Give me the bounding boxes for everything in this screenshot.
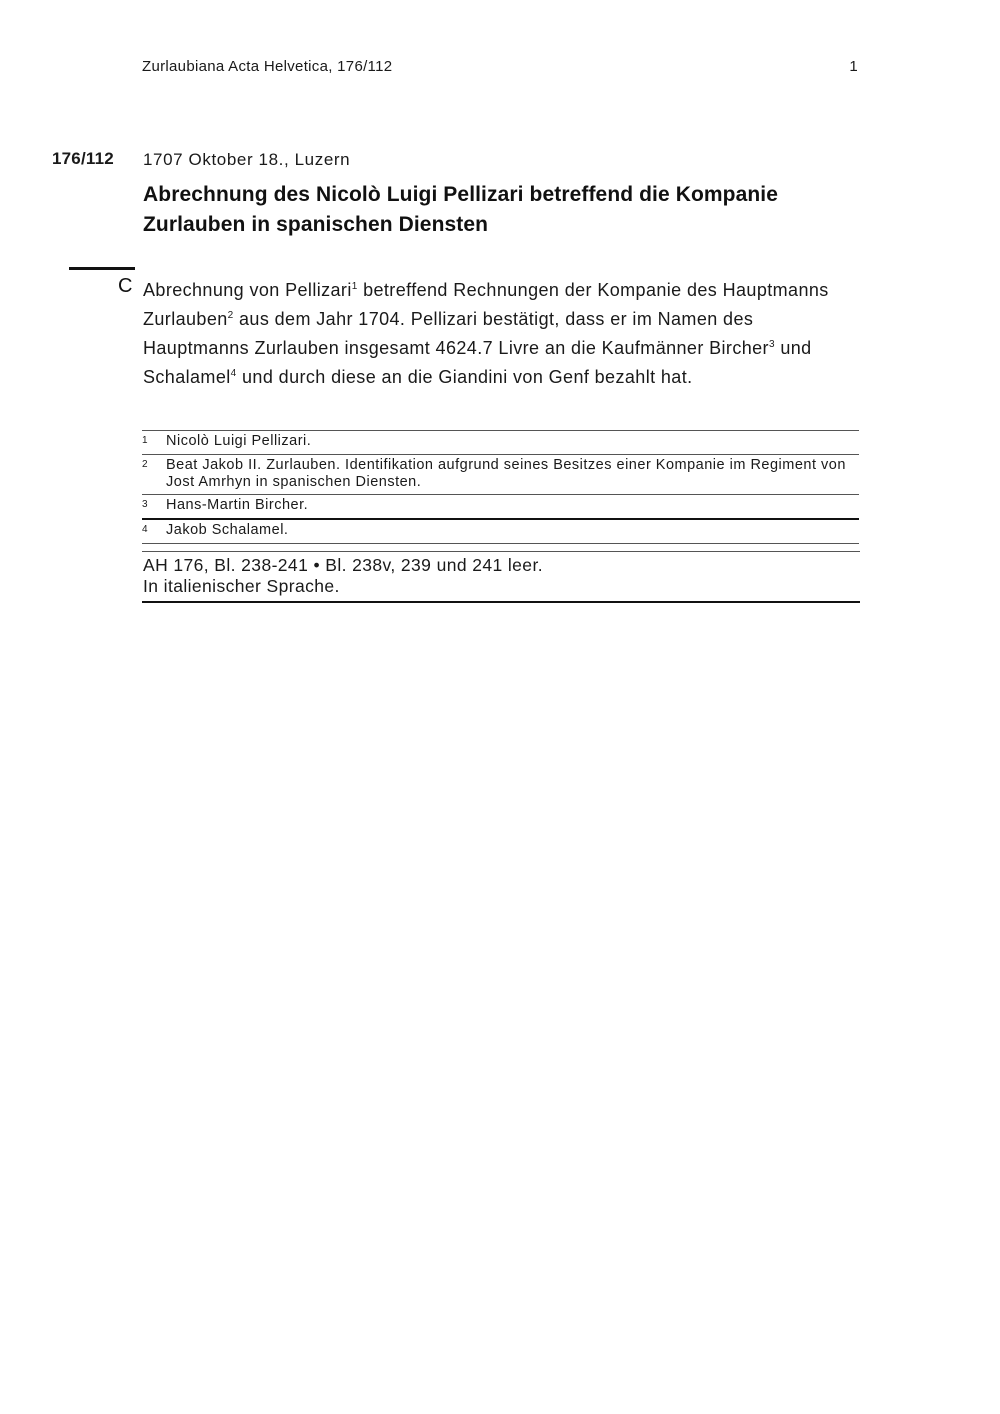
running-title: Zurlaubiana Acta Helvetica, 176/112: [142, 58, 393, 75]
page-number: 1: [849, 58, 858, 75]
footnote-item: [142, 518, 859, 544]
running-header: [142, 58, 858, 75]
footnote-ref[interactable]: 1: [351, 281, 358, 292]
footnote-item: [142, 430, 859, 454]
footnote-mark: 1: [142, 435, 149, 446]
summary-text: Abrechnung von Pellizari: [143, 280, 352, 300]
summary-text: aus dem Jahr 1704. Pellizari bestätigt, dass er im Namen des Hauptmanns Zurlauben insgesamt 4624.7 Livre an die Kaufmänner Bircher: [143, 309, 769, 358]
footnote-mark: 4: [142, 524, 149, 535]
footnote-text: Nicolò Luigi Pellizari.: [166, 433, 312, 449]
document-title: Abrechnung des Nicolò Luigi Pellizari betreffend die Kompanie Zurlauben in spanischen Diensten: [143, 183, 779, 236]
footnote-item: [142, 454, 859, 494]
document-date-place: 1707 Oktober 18., Luzern: [143, 150, 351, 169]
source-reference: AH 176, Bl. 238-241 • Bl. 238v, 239 und 241 leer.: [143, 555, 543, 575]
footnote-mark: 3: [142, 499, 149, 510]
document-summary: [143, 276, 863, 392]
margin-rule: [69, 267, 135, 270]
source-block: [142, 551, 860, 603]
footnote-ref[interactable]: 2: [227, 310, 234, 321]
footnote-ref[interactable]: 4: [230, 368, 237, 379]
summary-text: betreffend Rechnungen der Kompanie des Hauptmanns Zurlauben: [143, 280, 829, 329]
footnote-mark: 2: [142, 459, 149, 470]
footnote-text: Hans-Martin Bircher.: [166, 497, 309, 513]
summary-text: und durch diese an die Giandini von Genf bezahlt hat.: [236, 367, 693, 387]
footnote-text: Beat Jakob II. Zurlauben. Identifikation aufgrund seines Besitzes einer Kompanie im Regiment von Jost Amrhyn in spanischen Diensten.: [166, 457, 846, 490]
footnote-ref[interactable]: 3: [768, 339, 775, 350]
summary-text: und Schalamel: [143, 338, 812, 387]
source-language: In italienischer Sprache.: [143, 576, 340, 596]
footnote-item: [142, 494, 859, 518]
margin-letter: C: [118, 275, 133, 297]
footnote-text: Jakob Schalamel.: [166, 522, 289, 538]
footnotes: [142, 430, 859, 544]
document-number: 176/112: [52, 149, 114, 168]
